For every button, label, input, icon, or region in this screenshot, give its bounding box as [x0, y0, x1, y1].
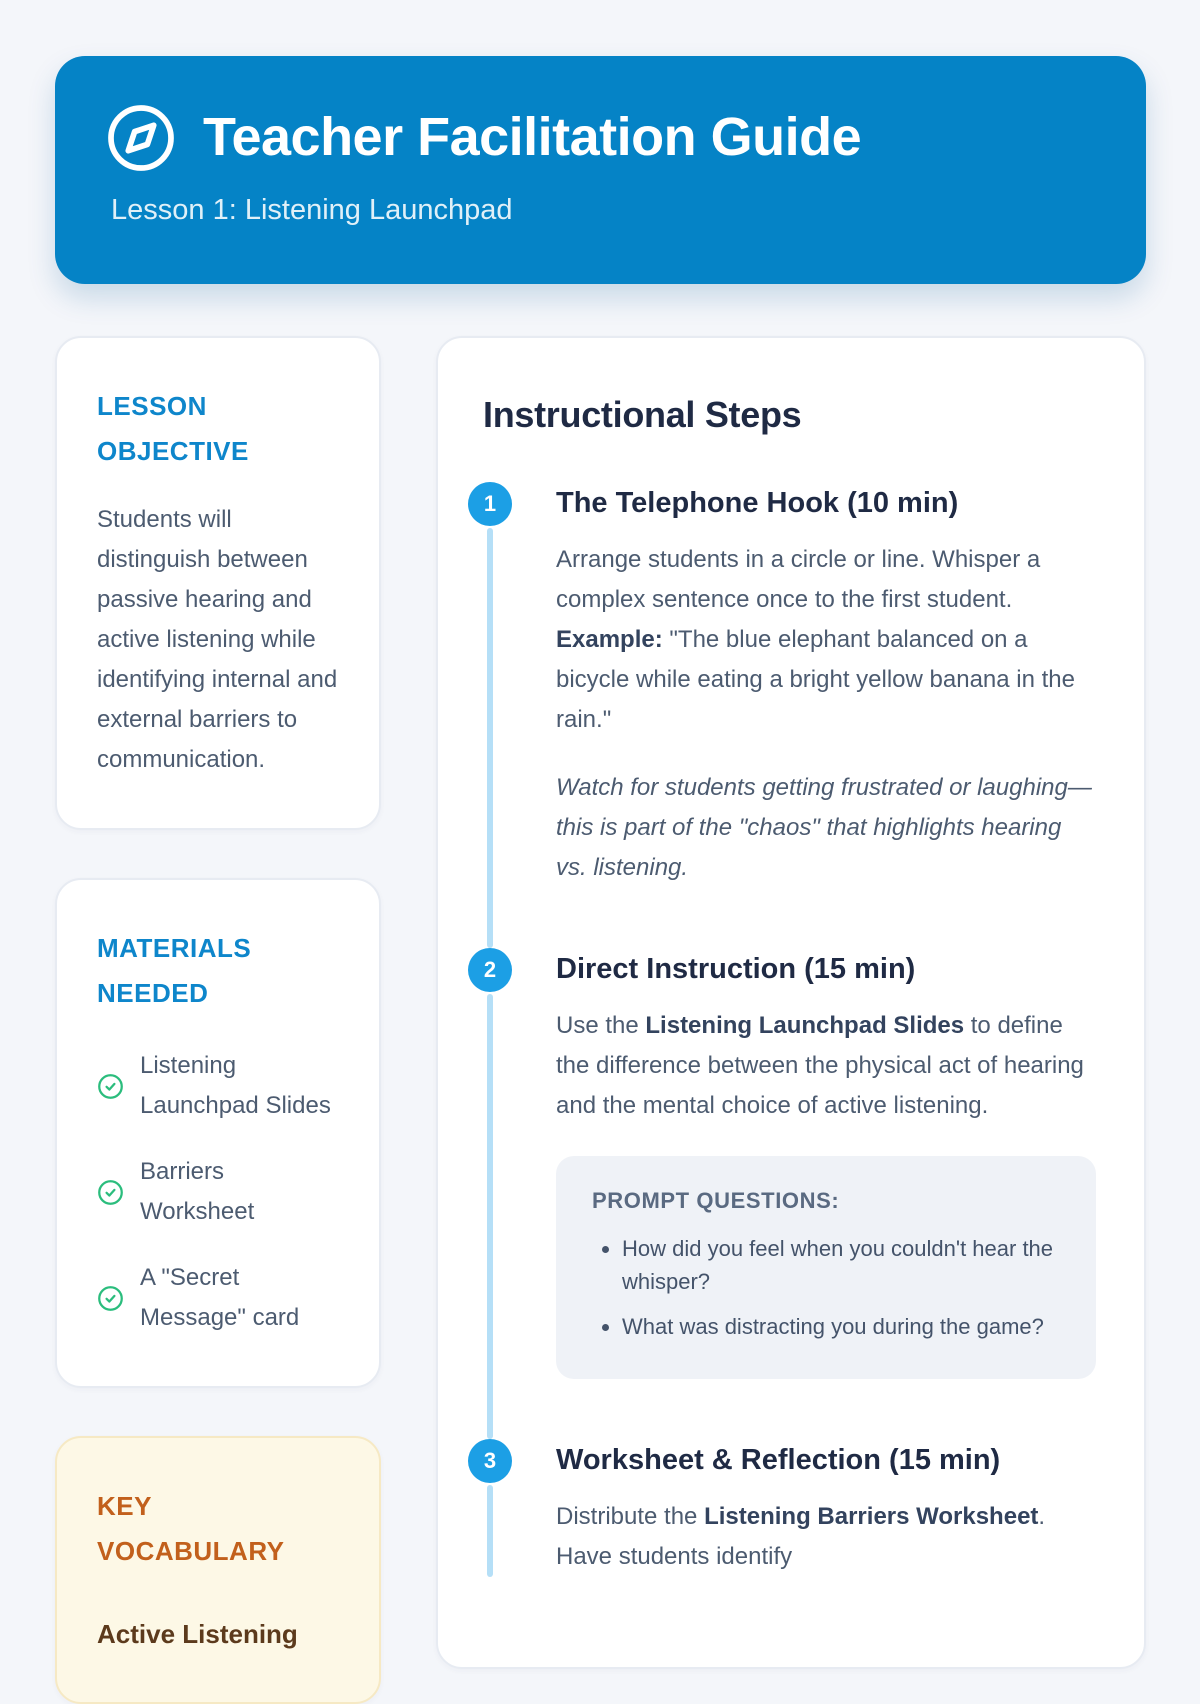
lesson-objective-card	[55, 336, 381, 830]
materials-needed-heading: MATERIALS NEEDED	[97, 933, 252, 1008]
materials-needed-card	[55, 878, 381, 1388]
step-number-badge: 3	[468, 1439, 512, 1483]
instructional-steps-heading: Instructional Steps	[483, 394, 802, 435]
material-item-label: Barriers Worksheet	[140, 1158, 255, 1225]
material-item-label: Listening Launchpad Slides	[140, 1052, 331, 1119]
step-connector-line	[487, 994, 493, 1439]
step-connector-line	[487, 528, 493, 948]
step-number-badge: 1	[468, 482, 512, 526]
check-circle-icon	[97, 1285, 124, 1312]
page-subtitle: Lesson 1: Listening Launchpad	[111, 194, 513, 226]
material-item-label: A "Secret Message" card	[140, 1264, 300, 1331]
step-1	[468, 482, 1096, 948]
prompt-questions-box	[556, 1156, 1096, 1379]
step-body-text: Arrange students in a circle or line. Whisper a complex sentence once to the first student. Example: "The blue elephant balanced on a bicycle while eating a bright yellow banana in the rain."	[556, 546, 1075, 733]
step-3-rail	[468, 1439, 512, 1577]
prompt-questions-heading: PROMPT QUESTIONS:	[592, 1188, 840, 1213]
step-connector-line	[487, 1485, 493, 1577]
lesson-objective-heading: LESSON OBJECTIVE	[97, 391, 249, 466]
step-2-rail	[468, 948, 512, 1439]
step-body-text: Distribute the Listening Barriers Worksheet. Have students identify	[556, 1503, 1046, 1570]
step-teacher-note: Watch for students getting frustrated or laughing—this is part of the "chaos" that highlights hearing vs. listening.	[556, 774, 1092, 881]
page-title: Teacher Facilitation Guide	[203, 107, 862, 168]
step-3	[468, 1439, 1096, 1577]
lesson-objective-text: Students will distinguish between passive hearing and active listening while identifying internal and external barriers to communication.	[97, 506, 338, 773]
prompt-question: • How did you feel when you couldn't hear the whisper?	[622, 1232, 1060, 1298]
content-columns	[0, 284, 1200, 1704]
instructional-steps-card	[436, 336, 1146, 1669]
material-item	[97, 1152, 339, 1232]
step-title: The Telephone Hook (10 min)	[556, 487, 959, 519]
material-item	[97, 1258, 339, 1338]
compass-icon	[105, 102, 177, 174]
prompt-questions-list	[592, 1232, 1060, 1343]
vocabulary-term: Active Listening	[97, 1619, 298, 1649]
key-vocabulary-card	[55, 1436, 381, 1704]
prompt-question: • What was distracting you during the game?	[622, 1310, 1060, 1343]
step-1-rail	[468, 482, 512, 948]
step-2-content	[556, 948, 1096, 1439]
check-circle-icon	[97, 1073, 124, 1100]
header-title-row	[105, 102, 1096, 174]
step-title: Direct Instruction (15 min)	[556, 953, 916, 985]
materials-list	[97, 1046, 339, 1338]
step-number-badge: 2	[468, 948, 512, 992]
step-title: Worksheet & Reflection (15 min)	[556, 1444, 1001, 1476]
sidebar	[55, 336, 381, 1704]
page	[0, 56, 1200, 1704]
header-card	[55, 56, 1146, 284]
key-vocabulary-heading: KEY VOCABULARY	[97, 1491, 285, 1566]
step-body-text: Use the Listening Launchpad Slides to define the difference between the physical act of hearing and the mental choice of active listening.	[556, 1012, 1084, 1119]
step-1-content	[556, 482, 1096, 948]
step-3-content	[556, 1439, 1096, 1577]
step-2	[468, 948, 1096, 1439]
material-item	[97, 1046, 339, 1126]
check-circle-icon	[97, 1179, 124, 1206]
